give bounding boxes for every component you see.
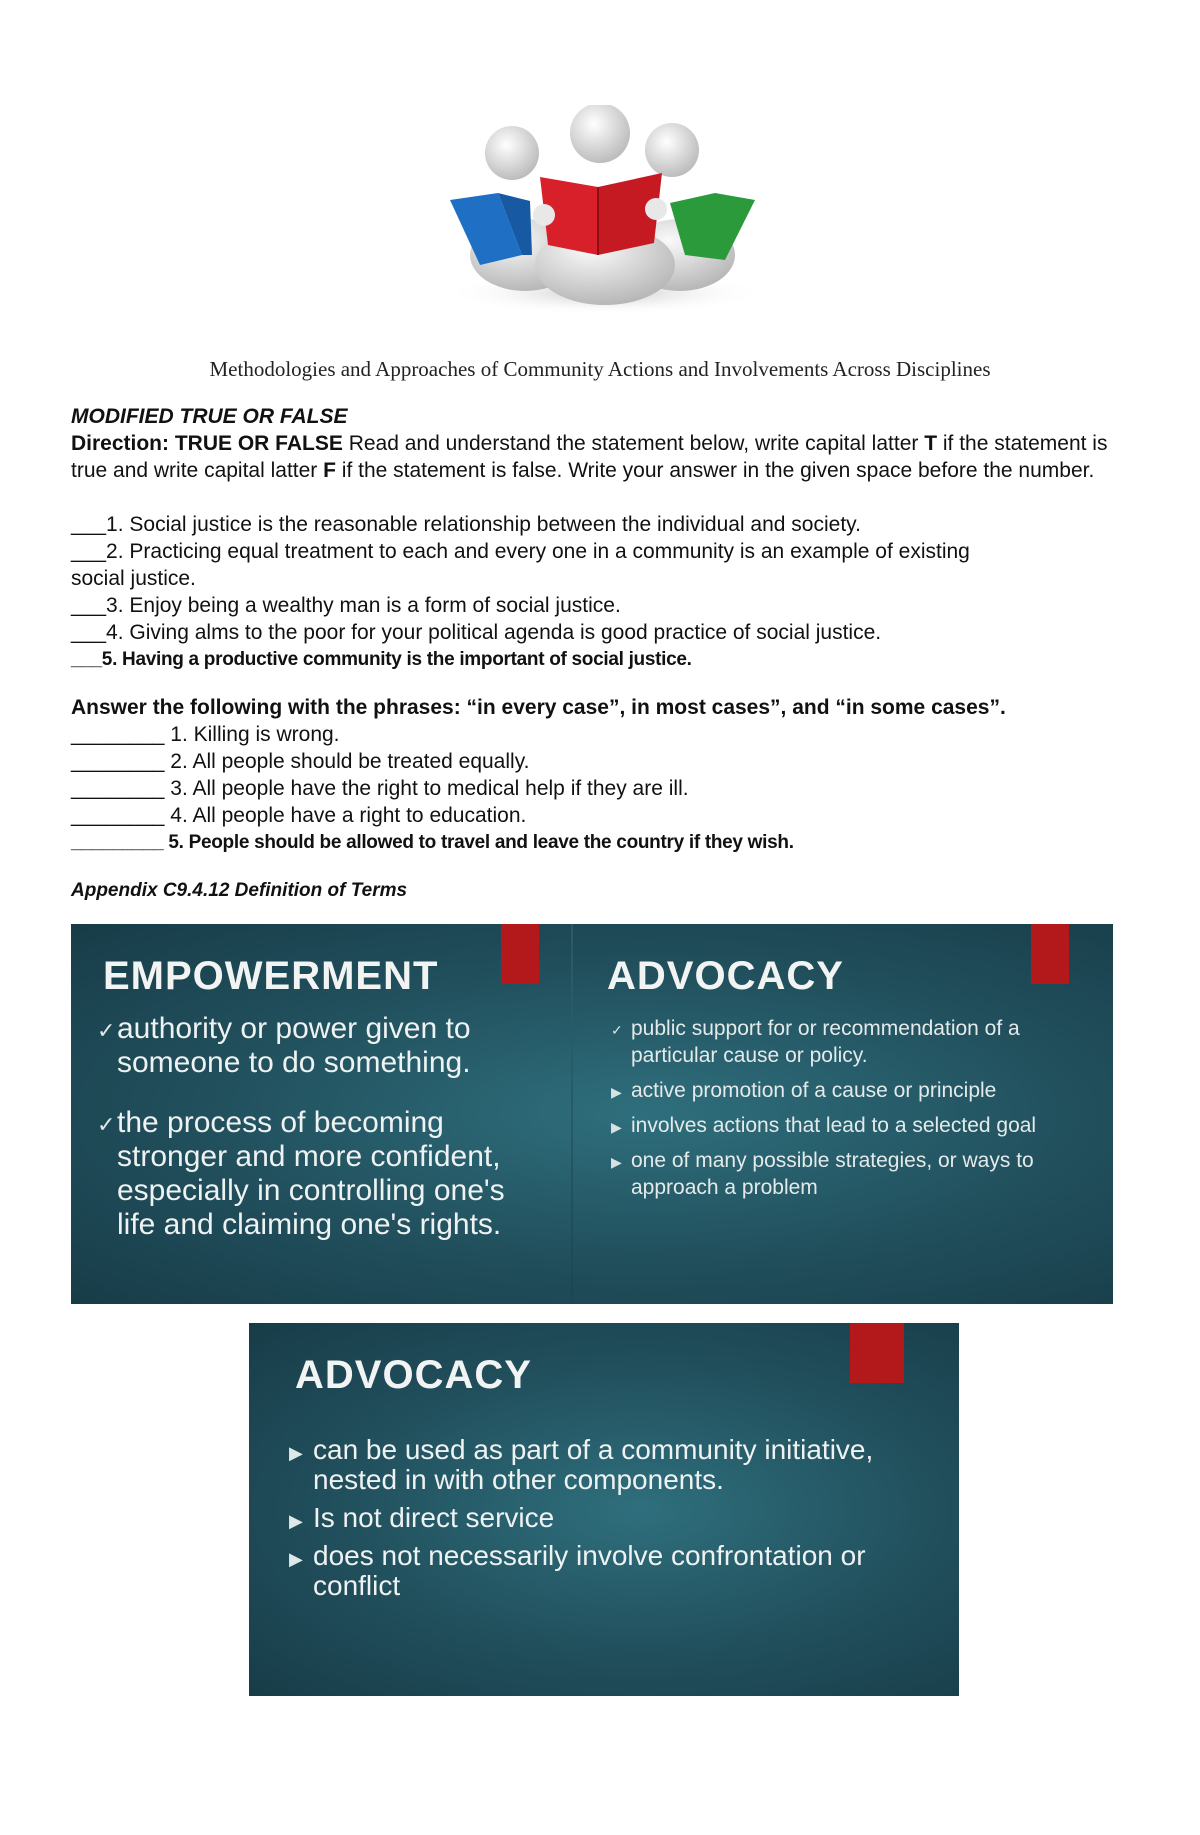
direction-text-2: if the statement is true and write capital latter	[71, 432, 1108, 482]
list-item: ___4. Giving alms to the poor for your political agenda is good practice of social justice.	[71, 621, 882, 644]
slide-empowerment-advocacy	[71, 924, 1113, 1304]
arrow-bullet-icon: ▶	[611, 1119, 622, 1135]
list-item-text: active promotion of a cause or principle	[631, 1079, 997, 1102]
arrow-bullet-icon: ▶	[611, 1154, 622, 1170]
direction-text-3: if the statement is false. Write your answer in the given space before the number.	[335, 459, 1095, 482]
direction-label: Direction: TRUE OR FALSE	[71, 432, 343, 455]
list-item: ___2. Practicing equal treatment to each and every one in a community is an example of existing	[71, 540, 970, 563]
arrow-bullet-icon: ▶	[289, 1511, 303, 1531]
list-item-text: can be used as part of a community initiative, nested in with other components.	[313, 1434, 874, 1495]
list-item: ________ 2. All people should be treated equally.	[71, 750, 530, 773]
list-item-text: Is not direct service	[313, 1502, 555, 1533]
list-item: ___3. Enjoy being a wealthy man is a form of social justice.	[71, 594, 621, 617]
section-title: MODIFIED TRUE OR FALSE	[71, 405, 348, 428]
list-item: ________ 4. All people have a right to education.	[71, 804, 527, 827]
list-item-text: authority or power given to someone to do something.	[117, 1012, 471, 1079]
arrow-bullet-icon: ▶	[289, 1549, 303, 1569]
list-item: social justice.	[71, 567, 196, 590]
true-false-list	[71, 511, 1131, 673]
list-item	[289, 1435, 929, 1495]
list-item-text: one of many possible strategies, or ways to approach a problem	[631, 1149, 1034, 1199]
list-item: ___1. Social justice is the reasonable relationship between the individual and society.	[71, 513, 861, 536]
red-tab	[1031, 924, 1069, 984]
direction-text-1: Read and understand the statement below, write capital latter	[342, 432, 925, 455]
list-item	[289, 1503, 929, 1533]
empowerment-list	[97, 1012, 537, 1268]
empowerment-panel	[71, 924, 571, 1304]
list-item-text: the process of becoming stronger and more confident, especially in controlling one's life and claiming one's rights.	[117, 1106, 505, 1241]
list-item	[611, 1077, 1101, 1104]
advocacy-list	[611, 1015, 1101, 1209]
list-item	[611, 1147, 1101, 1201]
list-item-text: public support for or recommendation of a particular cause or policy.	[631, 1017, 1020, 1067]
phrases-heading: Answer the following with the phrases: “in every case”, in most cases”, and “in some cases”.	[71, 696, 1006, 719]
arrow-bullet-icon: ▶	[289, 1443, 303, 1463]
arrow-bullet-icon: ▶	[611, 1084, 622, 1100]
document-subtitle: Methodologies and Approaches of Community Actions and Involvements Across Disciplines	[209, 357, 991, 381]
list-item: ________ 1. Killing is wrong.	[71, 723, 340, 746]
checkmark-icon: ✓	[611, 1022, 623, 1038]
phrase-list	[71, 721, 1131, 856]
list-item	[611, 1015, 1101, 1069]
list-item: _________ 5. People should be allowed to travel and leave the country if they wish.	[71, 832, 794, 853]
list-item: ________ 3. All people have the right to medical help if they are ill.	[71, 777, 689, 800]
list-item-text: involves actions that lead to a selected goal	[631, 1114, 1037, 1137]
readers-illustration	[440, 105, 770, 320]
list-item	[611, 1112, 1101, 1139]
list-item	[289, 1541, 929, 1601]
appendix-heading: Appendix C9.4.12 Definition of Terms	[71, 880, 408, 901]
empowerment-title: EMPOWERMENT	[103, 954, 439, 998]
false-letter: F	[323, 459, 336, 482]
direction-paragraph	[71, 430, 1131, 484]
red-tab	[501, 924, 539, 984]
true-letter: T	[924, 432, 938, 455]
red-tab	[850, 1323, 904, 1383]
list-item	[97, 1012, 537, 1080]
advocacy-panel	[571, 924, 1113, 1304]
advocacy-title: ADVOCACY	[295, 1353, 532, 1397]
advocacy-title: ADVOCACY	[607, 954, 844, 998]
checkmark-icon: ✓	[97, 1018, 116, 1043]
slide-advocacy-2	[249, 1323, 959, 1696]
advocacy-list	[289, 1435, 929, 1609]
list-item	[97, 1106, 537, 1242]
list-item: ___5. Having a productive community is the important of social justice.	[71, 649, 692, 670]
checkmark-icon: ✓	[97, 1112, 116, 1137]
list-item-text: does not necessarily involve confrontation or conflict	[313, 1540, 866, 1601]
